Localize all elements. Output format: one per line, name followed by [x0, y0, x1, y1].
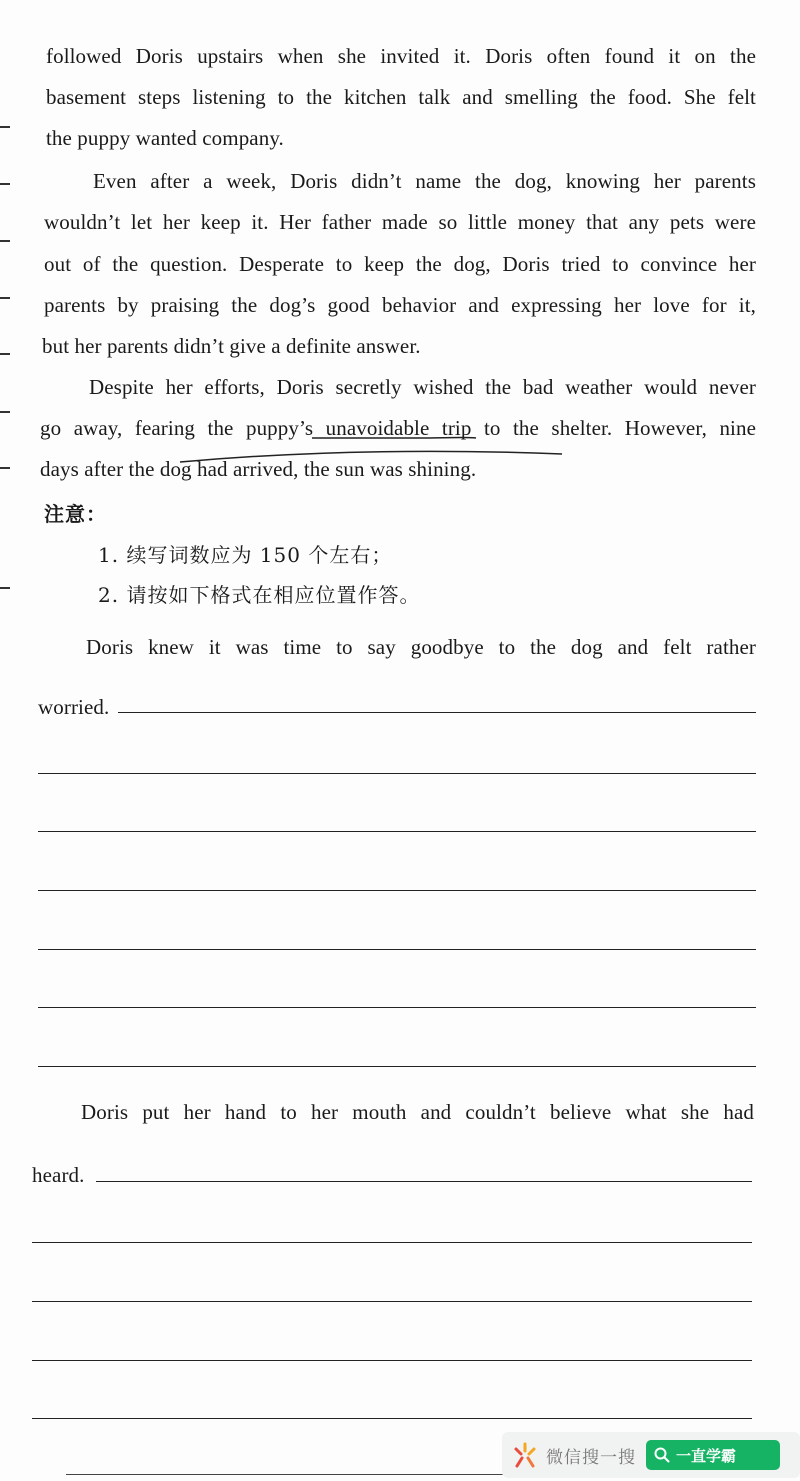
margin-tick	[0, 297, 10, 299]
watermark-text: 微信搜一搜	[546, 1447, 636, 1468]
continuation-prompt-1: Doris knew it was time to say goodbye to the dog and felt rather	[86, 635, 756, 659]
continuation-prompt-1-end: worried.	[38, 695, 110, 719]
margin-tick	[0, 126, 10, 128]
wechat-search-logo-icon	[510, 1440, 540, 1470]
passage-line: basement steps listening to the kitchen talk and smelling the food. She felt	[46, 85, 756, 109]
writing-line[interactable]	[32, 1360, 752, 1361]
writing-line[interactable]	[38, 949, 756, 950]
writing-line[interactable]	[38, 773, 756, 774]
search-icon	[654, 1447, 670, 1463]
passage-line: followed Doris upstairs when she invited it. Doris often found it on the	[46, 44, 756, 68]
writing-line[interactable]	[96, 1181, 752, 1182]
writing-line[interactable]	[32, 1418, 752, 1419]
writing-line[interactable]	[118, 712, 756, 713]
writing-line[interactable]	[38, 1066, 756, 1067]
passage-line: parents by praising the dog’s good behavior and expressing her love for it,	[44, 293, 756, 317]
passage-line: go away, fearing the puppy’s unavoidable trip to the shelter. However, nine	[40, 416, 756, 440]
notes-title: 注意：	[44, 502, 107, 526]
margin-tick	[0, 353, 10, 355]
margin-tick	[0, 240, 10, 242]
passage-line: Even after a week, Doris didn’t name the dog, knowing her parents	[93, 169, 756, 193]
writing-line[interactable]	[32, 1301, 752, 1302]
margin-tick	[0, 183, 10, 185]
writing-line[interactable]	[38, 831, 756, 832]
passage-line: days after the dog had arrived, the sun was shining.	[40, 457, 477, 481]
passage-line: but her parents didn’t give a definite answer.	[42, 334, 421, 358]
watermark-search-button[interactable]	[646, 1440, 780, 1470]
passage-line: out of the question. Desperate to keep the dog, Doris tried to convince her	[44, 252, 756, 276]
writing-line[interactable]	[38, 890, 756, 891]
continuation-prompt-2-end: heard.	[32, 1163, 85, 1187]
writing-line[interactable]	[32, 1242, 752, 1243]
writing-line[interactable]	[38, 1007, 756, 1008]
margin-tick	[0, 587, 10, 589]
passage-line: wouldn’t let her keep it. Her father made so little money that any pets were	[44, 210, 756, 234]
wechat-search-watermark[interactable]	[502, 1432, 800, 1478]
watermark-search-label: 一直学霸	[676, 1446, 737, 1465]
passage-line: the puppy wanted company.	[46, 126, 284, 150]
note-item: 2. 请按如下格式在相应位置作答。	[98, 583, 421, 607]
margin-tick	[0, 411, 10, 413]
margin-tick	[0, 467, 10, 469]
continuation-prompt-2: Doris put her hand to her mouth and couldn’t believe what she had	[81, 1100, 754, 1124]
note-item: 1. 续写词数应为 150 个左右；	[98, 543, 393, 567]
passage-line: Despite her efforts, Doris secretly wished the bad weather would never	[89, 375, 756, 399]
